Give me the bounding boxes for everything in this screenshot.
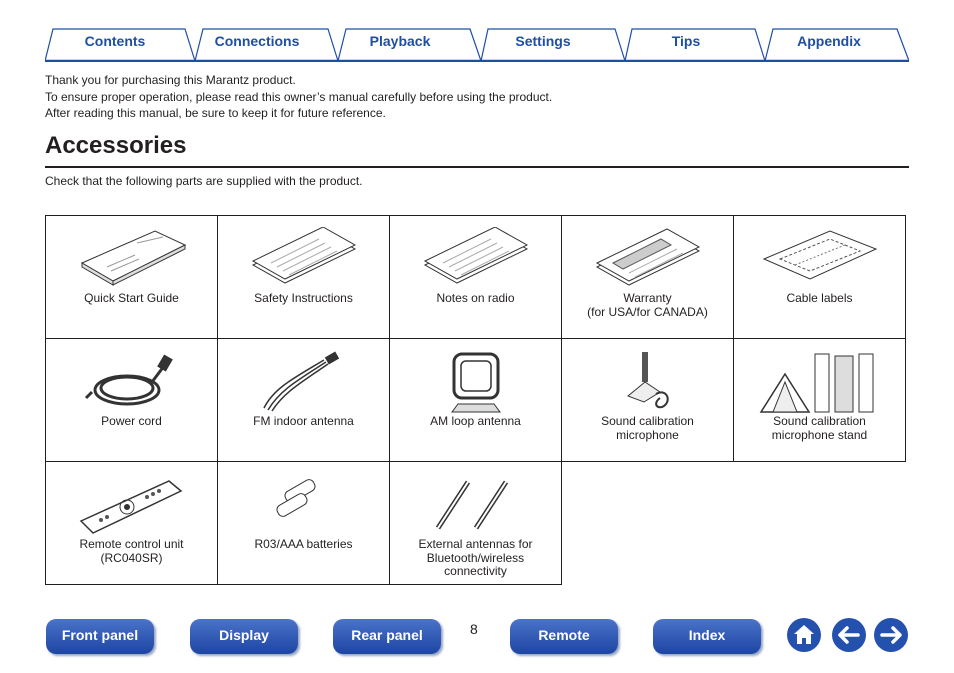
am-loop-antenna-icon	[436, 348, 516, 414]
item-label: External antennas for	[418, 537, 533, 551]
item-label: Sound calibration	[601, 414, 694, 428]
intro-text	[45, 72, 552, 122]
microphone-stand-icon	[755, 348, 885, 414]
forward-arrow-icon[interactable]	[873, 617, 909, 653]
accessory-cell	[46, 339, 218, 462]
document-icon	[249, 227, 359, 289]
tab-settings[interactable]: Settings	[515, 33, 571, 49]
external-antennas-icon	[426, 474, 526, 534]
item-label: (for USA/for CANADA)	[587, 304, 708, 319]
item-label: R03/AAA batteries	[254, 537, 353, 551]
rear-panel-button[interactable]: Rear panel	[333, 619, 441, 654]
item-label: Sound calibration	[773, 414, 866, 428]
tab-connections[interactable]: Connections	[214, 33, 300, 49]
accessory-cell	[390, 216, 562, 339]
accessory-cell	[46, 462, 218, 585]
tab-bar	[45, 27, 909, 62]
item-label: Remote control unit	[79, 537, 184, 551]
item-label: AM loop antenna	[430, 414, 521, 428]
intro-line: To ensure proper operation, please read this owner’s manual carefully before using the product.	[45, 89, 553, 104]
accessory-cell	[218, 216, 390, 339]
remote-control-icon	[77, 471, 187, 537]
label-sheet-icon	[760, 227, 880, 289]
tab-tips[interactable]: Tips	[671, 33, 701, 49]
item-label: microphone	[616, 427, 679, 442]
accessory-cell	[562, 216, 734, 339]
accessory-cell	[562, 339, 734, 462]
title-rule	[45, 166, 909, 168]
item-label: Quick Start Guide	[84, 291, 179, 305]
home-icon[interactable]	[786, 617, 822, 653]
tab-appendix[interactable]: Appendix	[797, 33, 861, 49]
item-label: Notes on radio	[436, 291, 515, 305]
accessory-cell	[218, 462, 390, 585]
fm-antenna-icon	[254, 348, 354, 414]
page-title: Accessories	[45, 132, 187, 159]
power-cord-icon	[82, 348, 182, 414]
page-number: 8	[470, 621, 478, 637]
item-label: Safety Instructions	[254, 291, 353, 305]
microphone-icon	[608, 348, 688, 414]
check-text: Check that the following parts are supplied with the product.	[45, 174, 363, 188]
item-label: FM indoor antenna	[253, 414, 354, 428]
intro-line: Thank you for purchasing this Marantz product.	[45, 73, 296, 87]
back-arrow-icon[interactable]	[831, 617, 867, 653]
empty-cell	[734, 462, 906, 585]
item-label: Bluetooth/wireless	[426, 550, 525, 565]
document-icon	[593, 227, 703, 289]
item-label: Warranty	[623, 291, 672, 305]
tab-playback[interactable]: Playback	[369, 33, 431, 49]
document-icon	[421, 227, 531, 289]
tab-contents[interactable]: Contents	[84, 33, 146, 49]
accessory-cell	[218, 339, 390, 462]
accessory-cell	[46, 216, 218, 339]
item-label: microphone stand	[771, 427, 868, 442]
item-label: Power cord	[101, 414, 162, 428]
accessory-cell	[734, 216, 906, 339]
batteries-icon	[264, 479, 344, 529]
accessories-table	[45, 215, 906, 585]
accessory-cell	[390, 462, 562, 585]
front-panel-button[interactable]: Front panel	[46, 619, 154, 654]
accessory-cell	[734, 339, 906, 462]
item-label: (RC040SR)	[100, 550, 163, 565]
accessory-cell	[390, 339, 562, 462]
empty-cell	[562, 462, 734, 585]
intro-line: After reading this manual, be sure to keep it for future reference.	[45, 106, 386, 120]
display-button[interactable]: Display	[190, 619, 298, 654]
remote-button[interactable]: Remote	[510, 619, 618, 654]
booklet-icon	[77, 227, 187, 289]
index-button[interactable]: Index	[653, 619, 761, 654]
item-label: connectivity	[444, 564, 507, 578]
item-label: Cable labels	[786, 291, 853, 305]
